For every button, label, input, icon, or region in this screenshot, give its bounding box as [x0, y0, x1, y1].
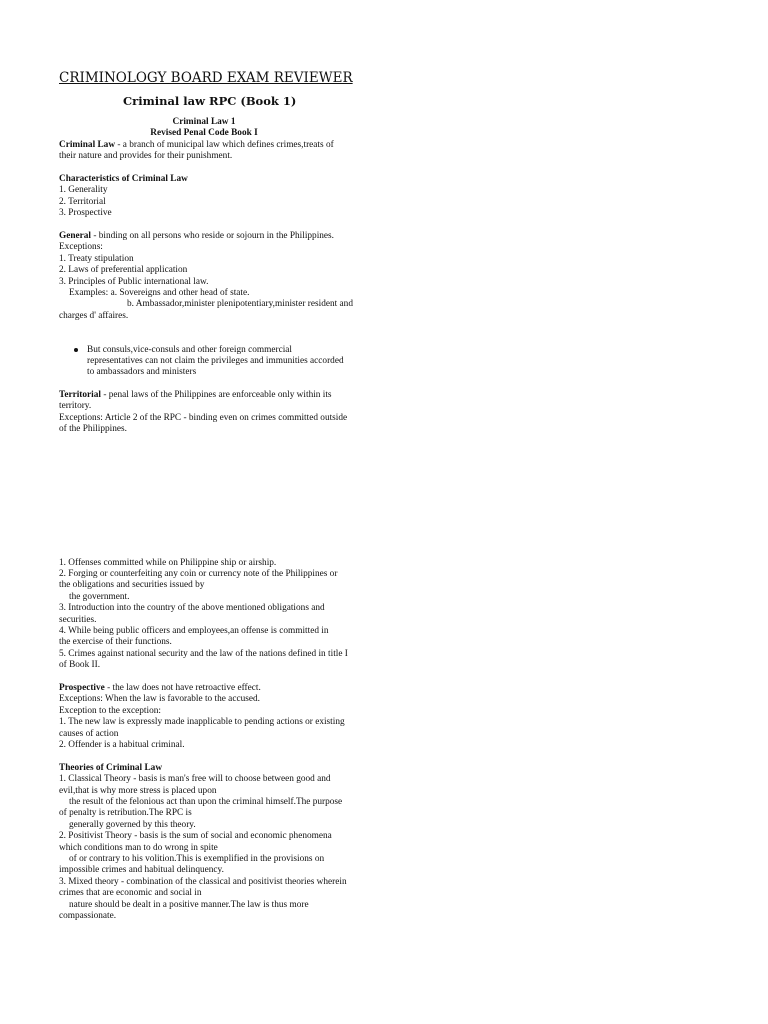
prospective-line-6: 2. Offender is a habitual criminal. [59, 740, 185, 750]
theories-title: Theories of Criminal Law [59, 762, 163, 773]
offense-line: of Book II. [59, 660, 101, 671]
bullet-line-3: to ambassadors and ministers [87, 367, 197, 378]
theory-line: impossible crimes and habitual delinquency. [59, 865, 224, 876]
prospective-line: Prospective - the law does not have retroactive effect. [59, 682, 261, 693]
general-exception-item: 3. Principles of Public international law. [59, 276, 209, 287]
theory-line: crimes that are economic and social in [59, 888, 202, 899]
territorial-line-2: territory. [59, 401, 92, 412]
prospective-line-5: causes of action [59, 728, 119, 739]
theory-line: 1. Classical Theory - basis is man's free will to choose between good and [59, 774, 331, 785]
offense-line: the obligations and securities issued by [59, 580, 205, 591]
general-example-b-cont: charges d' affaires. [59, 310, 129, 321]
theory-line: 2. Positivist Theory - basis is the sum of social and economic phenomena [59, 831, 332, 842]
territorial-line-4: of the Philippines. [59, 424, 127, 435]
territorial-line: Territorial - penal laws of the Philippines are enforceable only within its [59, 389, 332, 400]
theory-line: of penalty is retribution.The RPC is [59, 808, 192, 819]
definition-line-2: their nature and provides for their punishment. [59, 151, 233, 162]
document-body [59, 117, 369, 922]
prospective-line-3: Exception to the exception: [59, 705, 161, 716]
bullet-line-2: representatives can not claim the privileges and immunities accorded [87, 356, 344, 367]
offense-line: the exercise of their functions. [59, 637, 172, 648]
theory-line: which conditions man to do wrong in spite [59, 842, 218, 853]
territorial-term: Territorial [59, 389, 101, 400]
prospective-term: Prospective [59, 682, 105, 693]
offense-line: 1. Offenses committed while on Philippine ship or airship. [59, 557, 277, 568]
prospective-line-2: Exceptions: When the law is favorable to the accused. [59, 694, 260, 705]
characteristics-item: 2. Territorial [59, 196, 106, 207]
theory-line: of or contrary to his volition.This is exemplified in the provisions on [69, 854, 325, 865]
document-subtitle: Criminal law RPC (Book 1) [123, 94, 297, 108]
prospective-line-4: 1. The new law is expressly made inapplicable to pending actions or existing [59, 717, 345, 728]
offense-line: the government. [69, 591, 130, 602]
theory-line: the result of the felonious act than upon the criminal himself.The purpose [69, 797, 343, 808]
offense-line: securities. [59, 614, 97, 625]
theory-line: compassionate. [59, 911, 117, 922]
definition-term: Criminal Law [59, 139, 116, 150]
characteristics-item: 1. Generality [59, 185, 108, 196]
theory-line: evil,that is why more stress is placed upon [59, 785, 217, 796]
offense-line: 3. Introduction into the country of the above mentioned obligations and [59, 603, 325, 614]
general-example-b: b. Ambassador,minister plenipotentiary,minister resident and [127, 299, 353, 310]
general-line: General - binding on all persons who reside or sojourn in the Philippines. [59, 231, 335, 242]
bullet-line-1: But consuls,vice-consuls and other foreign commercial [87, 344, 292, 355]
heading-line-1: Criminal Law 1 [172, 117, 236, 127]
territorial-line-3: Exceptions: Article 2 of the RPC - binding even on crimes committed outside [59, 412, 348, 423]
theory-line: 3. Mixed theory - combination of the classical and positivist theories wherein [59, 876, 347, 887]
offense-line: 5. Crimes against national security and the law of the nations defined in title I [59, 648, 348, 659]
offense-line: 2. Forging or counterfeiting any coin or currency note of the Philippines or [59, 568, 338, 579]
general-term: General [59, 231, 92, 242]
document-title: CRIMINOLOGY BOARD EXAM REVIEWER [59, 70, 353, 86]
characteristics-title: Characteristics of Criminal Law [59, 174, 188, 185]
bullet-icon [74, 348, 78, 352]
heading-line-2: Revised Penal Code Book I [150, 128, 258, 139]
definition-line-1: Criminal Law - a branch of municipal law which defines crimes,treats of [59, 139, 334, 150]
theory-line: nature should be dealt in a positive manner.The law is thus more [69, 899, 309, 910]
general-example-a: Examples: a. Sovereigns and other head of state. [69, 288, 250, 299]
consuls-bullet [59, 345, 369, 379]
general-exception-item: 2. Laws of preferential application [59, 265, 188, 276]
offense-line: 4. While being public officers and employees,an offense is committed in [59, 625, 329, 636]
general-exception-item: 1. Treaty stipulation [59, 253, 134, 264]
theory-line: generally governed by this theory. [69, 819, 196, 830]
general-exceptions-label: Exceptions: [59, 242, 103, 253]
characteristics-item: 3. Prospective [59, 208, 112, 219]
